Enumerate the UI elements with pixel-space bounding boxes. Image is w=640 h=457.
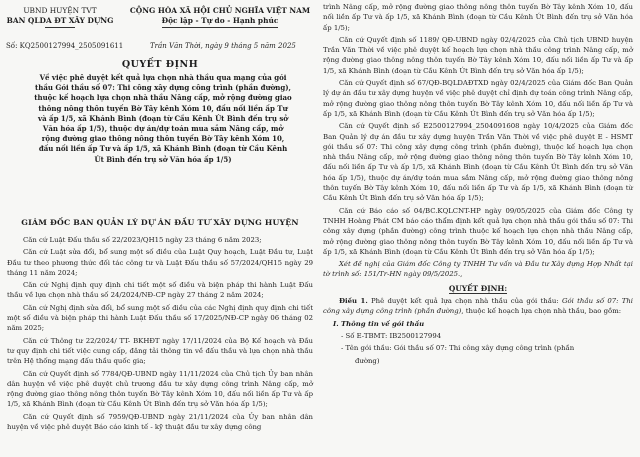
article-1 [323,296,633,317]
agency-underline [45,27,75,28]
issuing-agency [6,6,114,28]
basis-paragraph: Căn cứ Nghị định sửa đổi, bổ sung một số điều của các Nghị định quy định chi tiết một số điều và biện pháp thi hành Luật Đấu thầu số 17/2025/NĐ-CP ngày 06 tháng 02 năm 2025; [7,303,313,333]
basis-paragraph: Căn cứ Nghị định quy định chi tiết một số điều và biện pháp thi hành Luật Đấu thầu về lựa chọn nhà thầu số 24/2024/NĐ-CP ngày 27 tháng 2 năm 2024; [7,281,313,300]
nation-line-1: CỘNG HÒA XÃ HỘI CHỦ NGHĨA VIỆT NAM [129,6,311,15]
section-1-item: - Tên gói thầu: Gói thầu số 07: Thi công xây dựng công trình (phần [341,344,575,353]
basis-paragraph: Căn cứ Quyết định số 1189/ QĐ-UBND ngày 02/4/2025 của Chủ tịch UBND huyện Trần Văn Thời về việc phê duyệt kế hoạch lựa chọn nhà thầu công trình Nâng cấp, mở rộng đường giao thông nông thôn tuyến Bờ Tây kênh Xóm 10, đấu nối liền ấp Tư và ấp 1/5, xã Khánh Bình (đoạn từ Cầu Kênh Út Bình đến trụ sở Văn hóa ấp 1/5); [323,35,633,75]
article-1-label: Điều 1. [339,297,368,306]
basis-paragraph: Căn cứ Quyết định số 7959/QĐ-UBND ngày 21/11/2024 của Ủy ban nhân dân huyện về việc phê duyệt Báo cáo kinh tế - kỹ thuật đầu tư xây dựng công [7,412,313,432]
consideration-line: Xét đề nghị của Giám đốc Công ty TNHH Tư vấn và Đầu tư Xây dựng Hợp Nhất tại tờ trình số: 151/Tr-HN ngày 09/5/2025., [323,260,633,279]
decision-heading: QUYẾT ĐỊNH: [448,283,508,293]
document-subject: Về việc phê duyệt kết quả lựa chọn nhà thầu qua mạng của gói thầu Gói thầu số 07: Thi công xây dựng công trình (phần đường), thuộc kế hoạch lựa chọn nhà thầu Nâng cấp, mở rộng đường giao thông nông thôn tuyến Bờ Tây kênh Xóm 10, đấu nối liền ấp Tư và ấp 1/5, xã Khánh Bình (đoạn từ Cầu Kênh Út Bình đến trụ sở Văn hóa ấp 1/5), thuộc dự án/dự toán mua sắm Nâng cấp, mở rộng đường giao thông nông thôn tuyến Bờ Tây kênh Xóm 10, đấu nối liền ấp Tư và ấp 1/5, xã Khánh Bình (đoạn từ Cầu Kênh Út Bình đến trụ sở Văn hóa ấp 1/5) [34,73,292,164]
basis-paragraph: Căn cứ Luật Đấu thầu số 22/2023/QH15 ngày 23 tháng 6 năm 2023; [23,236,262,244]
right-column [320,0,640,457]
basis-paragraph: Căn cứ Quyết định số E2500127994_2504091608 ngày 10/4/2025 của Giám đốc Ban Quản lý dự án đầu tư xây dựng huyện Trần Văn Thời về việc phê duyệt E - HSMT gói thầu số 07: Thi công xây dựng công trình (phần đường), thuộc kế hoạch lựa chọn nhà thầu Nâng cấp, mở rộng đường giao thông nông thôn tuyến Bờ Tây kênh Xóm 10, đấu nối liền ấp Tư và ấp 1/5, xã Khánh Bình (đoạn từ Cầu Kênh Út Bình đến trụ sở Văn hóa ấp 1/5), thuộc dự án/dự toán mua sắm Nâng cấp, mở rộng đường giao thông nông thôn tuyến Bờ Tây kênh Xóm 10, đấu nối liền ấp Tư và ấp 1/5, xã Khánh Bình (đoạn từ Cầu Kênh Út Bình đến trụ sở Văn hóa ấp 1/5); [323,122,633,203]
document-title: QUYẾT ĐỊNH [121,59,199,70]
place-date: Trần Văn Thời, ngày 9 tháng 5 năm 2025 [150,42,296,50]
basis-paragraph-continued: trình Nâng cấp, mở rộng đường giao thông nông thôn tuyến Bờ Tây kênh Xóm 10, đấu nối liền ấp Tư và ấp 1/5, xã Khánh Bình (đoạn từ Cầu Kênh Út Bình đến trụ sở Văn hóa ấp 1/5); [323,3,633,32]
agency-line-2: BAN QLDA ĐT XÂY DỰNG [6,16,114,25]
basis-paragraph: Căn cứ Báo cáo số 04/BC.KQLCNT-HP ngày 09/05/2025 của Giám đốc Công ty TNHH Hoàng Phát CM báo cáo thẩm định kết quả lựa chọn nhà thầu gói thầu số 07: Thi công xây dựng (phần đường) công trình thuộc kế hoạch lựa chọn nhà thầu Nâng cấp, mở rộng đường giao thông nông thôn tuyến Bờ Tây kênh Xóm 10, đấu nối liền ấp Tư và ấp 1/5, xã Khánh Bình (đoạn từ Cầu Kênh Út Bình đến trụ sở Văn hóa ấp 1/5); [323,206,633,256]
article-1-package: Gói thầu số 07: Thi công xây dựng công trình (phần đường), [323,297,633,316]
basis-paragraph: Căn cứ Quyết định số 7784/QĐ-UBND ngày 11/11/2024 của Chủ tịch Ủy ban nhân dân huyện về việc phê duyệt chủ trương đầu tư xây dựng công trình Nâng cấp, mở rộng đường giao thông nông thôn tuyến Bờ Tây kênh Xóm 10, đấu nối liền ấp Tư và ấp 1/5, xã Khánh Bình (đoạn từ Cầu Kênh Út Bình đến trụ sở Văn hóa ấp 1/5); [7,369,313,409]
document-number: Số: KQ2500127994_2505091611 [6,42,124,50]
legal-basis-left [7,235,313,432]
legal-basis-right [323,2,633,366]
issuing-authority: GIÁM ĐỐC BAN QUẢN LÝ DỰ ÁN ĐẦU TƯ XÂY DỰNG HUYỆN [21,218,299,227]
basis-paragraph: Căn cứ Quyết định số 67/QĐ-BQLDAĐTXD ngày 02/4/2025 của Giám đốc Ban Quản lý dự án đầu tư xây dựng huyện về việc phê duyệt chỉ định dự toán công trình Nâng cấp, mở rộng đường giao thông nông thôn tuyến Bờ Tây kênh Xóm 10, đấu nối liền ấp Tư và ấp 1/5, xã Khánh Bình (đoạn từ Cầu Kênh Út Bình đến trụ sở Văn hóa ấp 1/5); [323,79,633,118]
basis-paragraph: Căn cứ Luật sửa đổi, bổ sung một số điều của Luật Quy hoạch, Luật Đầu tư, Luật Đầu tư theo phương thức đối tác công tư và Luật Đấu thầu số 57/2024/QH15 ngày 29 tháng 11 năm 2024; [7,248,313,277]
article-1-tail: thuộc kế hoạch lựa chọn nhà thầu, bao gồm: [465,307,622,316]
section-1-item-wrap: đường) [355,356,380,365]
nation-line-2: Độc lập - Tự do - Hạnh phúc [162,16,279,28]
section-1-item: - Số E-TBMT: IB2500127994 [341,331,442,340]
basis-paragraph: Căn cứ Thông tư 22/2024/ TT- BKHĐT ngày 17/11/2024 của Bộ Kế hoạch và Đầu tư quy định chi tiết việc cung cấp, đăng tải thông tin về đấu thầu và lựa chọn nhà thầu trên Hệ thống mạng đấu thầu quốc gia; [7,336,313,366]
section-1-title: I. Thông tin về gói thầu [333,319,425,328]
article-1-text: Phê duyệt kết quả lựa chọn nhà thầu của gói thầu: [371,297,559,306]
national-motto [122,6,318,28]
agency-line-1: UBND HUYỆN TVT [23,6,97,15]
